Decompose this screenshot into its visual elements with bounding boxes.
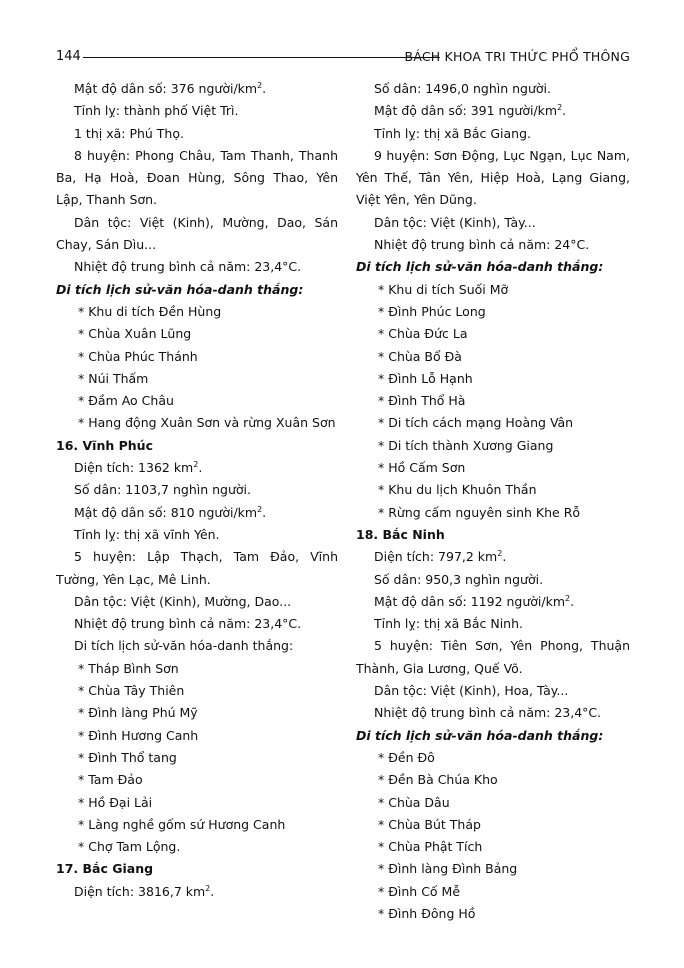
population-line: Số dân: 1103,7 nghìn người.: [74, 482, 251, 498]
density-line: Mật độ dân số: 810 người/$km^2$.: [74, 504, 267, 520]
heritage-heading: Di tích lịch sử-văn hóa-danh thắng:: [74, 638, 294, 654]
heritage-item: * Tháp Bình Sơn: [78, 660, 179, 676]
heritage-item: * Chùa Xuân Lũng: [78, 326, 192, 342]
heritage-item: * Hang động Xuân Sơn và rừng Xuân Sơn: [78, 415, 336, 431]
section-heading-vinh-phuc: 16. Vĩnh Phúc: [56, 437, 153, 453]
heritage-item: * Chùa Phúc Thánh: [78, 348, 198, 364]
capital-line: Tỉnh lỵ: thị xã Bắc Ninh.: [374, 616, 524, 632]
heritage-item: * Đầm Ao Châu: [78, 393, 174, 409]
population-line: Số dân: 950,3 nghìn người.: [374, 571, 544, 587]
heritage-item: * Đình làng Đình Bảng: [378, 861, 518, 877]
heritage-item: * Di tích thành Xương Giang: [378, 437, 554, 453]
heritage-item: * Chùa Dâu: [378, 794, 450, 810]
heritage-item: * Khu di tích Đền Hùng: [78, 303, 222, 319]
heritage-item: * Đình Hương Canh: [78, 727, 199, 743]
area-line: Diện tích: 797,2 $km^2$.: [374, 549, 507, 565]
districts-paragraph: 5 huyện: Tiên Sơn, Yên Phong, Thuận Thành, Gia Lương, Quế Võ.: [356, 638, 630, 676]
population-line: Số dân: 1496,0 nghìn người.: [374, 81, 551, 96]
heritage-item: * Đình Đông Hồ: [378, 905, 476, 921]
density-line: Mật độ dân số: 1192 người/$km^2$.: [374, 593, 575, 609]
heritage-heading: Di tích lịch sử-văn hóa-danh thắng:: [56, 281, 304, 297]
temperature-line: Nhiệt độ trung bình cả năm: 23,4°C.: [74, 616, 302, 632]
heritage-item: * Chùa Bút Tháp: [378, 816, 481, 832]
density-line: Mật độ dân số: 391 người/$km^2$.: [374, 103, 567, 119]
heritage-item: * Tam Đảo: [78, 772, 143, 788]
area-line: Diện tích: 1362 $km^2$.: [74, 459, 203, 476]
heritage-item: * Đền Bà Chúa Kho: [378, 772, 498, 788]
heritage-item: * Đền Đô: [378, 749, 435, 765]
temperature-line: Nhiệt độ trung bình cả năm: 23,4°C.: [374, 705, 602, 721]
heritage-heading: Di tích lịch sử-văn hóa-danh thắng:: [356, 259, 604, 275]
heritage-heading: Di tích lịch sử-văn hóa-danh thắng:: [356, 727, 604, 743]
capital-line: Tỉnh lỵ: thành phố Việt Trì.: [74, 103, 239, 119]
heritage-item: * Chợ Tam Lộng.: [78, 839, 181, 855]
heritage-item: * Hồ Đại Lải: [78, 794, 153, 810]
temperature-line: Nhiệt độ trung bình cả năm: 23,4°C.: [74, 259, 302, 275]
header-rule: [83, 57, 440, 58]
area-line: Diện tích: 3816,7 $km^2$.: [74, 883, 215, 899]
heritage-item: * Chùa Tây Thiên: [78, 683, 185, 699]
districts-paragraph: 8 huyện: Phong Châu, Tam Thanh, Thanh Ba, Hạ Hoà, Đoan Hùng, Sông Thao, Yên Lập, Thanh Sơn.: [56, 147, 338, 208]
ethnic-line: Dân tộc: Việt (Kinh), Tày...: [374, 214, 536, 230]
town-line: 1 thị xã: Phú Thọ.: [74, 125, 184, 141]
heritage-item: * Đình Phúc Long: [378, 303, 486, 319]
heritage-item: * Chùa Phật Tích: [378, 839, 483, 855]
running-title: BÁCH KHOA TRI THỨC PHỔ THÔNG: [404, 49, 630, 64]
page-number: 144: [56, 49, 81, 64]
heritage-item: * Rừng cấm nguyên sinh Khe Rỗ: [378, 504, 581, 520]
capital-line: Tỉnh lỵ: thị xã vĩnh Yên.: [74, 526, 220, 542]
ethnic-paragraph: Dân tộc: Việt (Kinh), Mường, Dao, Sán Chay, Sán Dìu...: [56, 214, 338, 253]
capital-line: Tỉnh lỵ: thị xã Bắc Giang.: [374, 125, 532, 141]
heritage-item: * Khu du lịch Khuôn Thần: [378, 482, 537, 498]
temperature-line: Nhiệt độ trung bình cả năm: 24°C.: [374, 237, 590, 253]
right-column: [356, 78, 630, 925]
page-header: [56, 47, 630, 67]
heritage-item: * Đình Lỗ Hạnh: [378, 370, 473, 386]
heritage-item: * Đình Thổ tang: [78, 749, 177, 765]
heritage-item: * Khu di tích Suối Mỡ: [378, 281, 509, 297]
section-heading-bac-ninh: 18. Bắc Ninh: [356, 526, 445, 542]
districts-paragraph: 5 huyện: Lập Thạch, Tam Đảo, Vĩnh Tường, Yên Lạc, Mê Linh.: [56, 549, 338, 587]
heritage-item: * Đình Cố Mễ: [378, 883, 461, 899]
ethnic-line: Dân tộc: Việt (Kinh), Mường, Dao...: [74, 593, 292, 609]
density-line: Mật độ dân số: 376 người/$km^2$.: [74, 80, 267, 96]
heritage-item: * Núi Thấm: [78, 370, 149, 386]
heritage-item: * Di tích cách mạng Hoàng Vân: [378, 415, 574, 431]
heritage-item: * Làng nghề gốm sứ Hương Canh: [78, 816, 286, 832]
ethnic-line: Dân tộc: Việt (Kinh), Hoa, Tày...: [374, 683, 569, 699]
heritage-item: * Đình làng Phú Mỹ: [78, 705, 198, 721]
left-column: [56, 78, 338, 903]
section-heading-bac-giang: 17. Bắc Giang: [56, 861, 154, 877]
heritage-item: * Hồ Cấm Sơn: [378, 460, 466, 476]
heritage-item: * Chùa Đức La: [378, 326, 468, 342]
heritage-item: * Chùa Bổ Đà: [378, 348, 462, 364]
heritage-item: * Đình Thổ Hà: [378, 393, 466, 409]
districts-paragraph: 9 huyện: Sơn Động, Lục Ngạn, Lục Nam, Yên Thế, Tân Yên, Hiệp Hoà, Lạng Giang, Việt Yên, Yên Dũng.: [356, 147, 630, 208]
